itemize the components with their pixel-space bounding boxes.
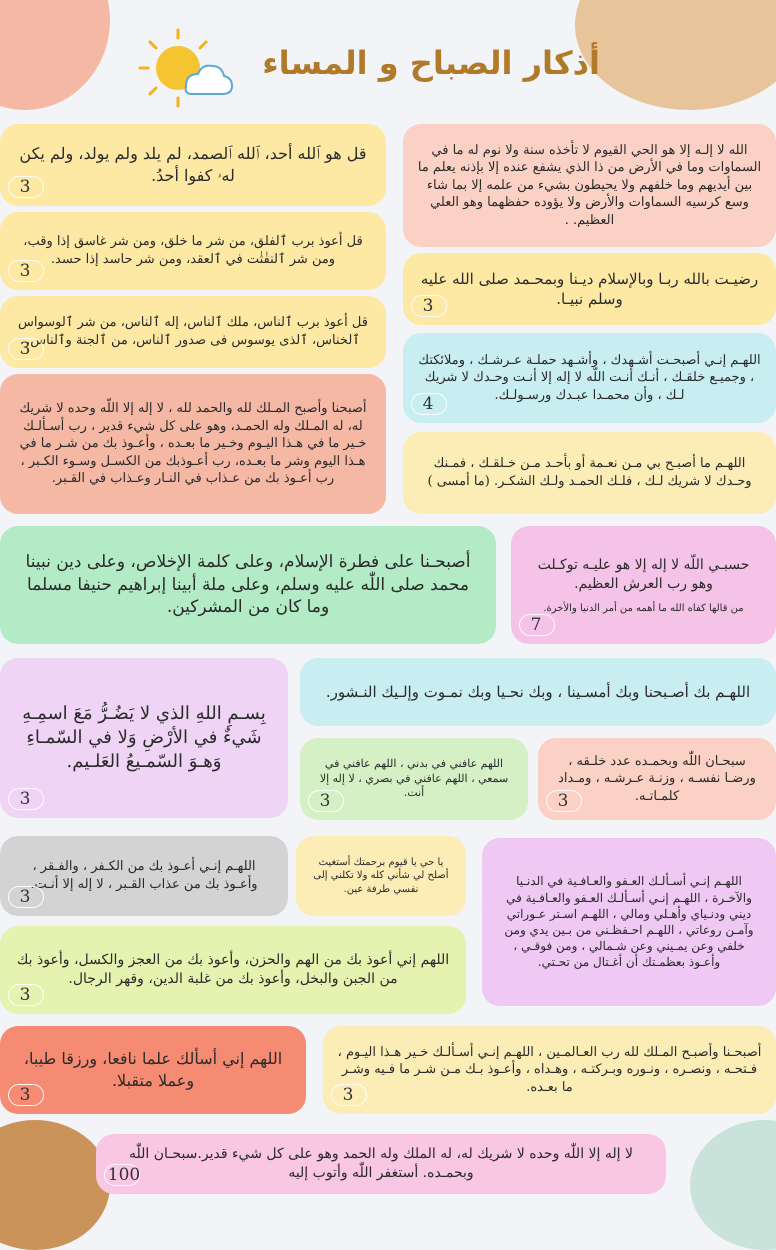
- ma-asbaha-card: [403, 432, 776, 514]
- repeat-count-badge: 3: [411, 293, 445, 317]
- repeat-count-badge: 7: [519, 612, 553, 636]
- card-text: اللهم إني أعوذ بك من الهم والحزن، وأعوذ بك من العجز والكسل، وأعوذ بك من الجبن والبخل، وأعوذ بك من غلبة الدين، وقهر الرجال.: [16, 952, 450, 987]
- tahlil-card: [96, 1134, 666, 1194]
- card-text: لا إله إلا اللّٰه وحده لا شريك له، له الملك وله الحمد وهو على كل شيء قدير.سبحـان اللّٰه وبحمـده. أستغفر اللّٰه وأتوب إليه: [129, 1146, 633, 1181]
- card-text: يا حي يا قيوم برحمتك أستغيث أصلح لي شأني كله ولا تكلني إلى نفسي طرفة عين.: [313, 856, 449, 895]
- ayat-al-kursi-card: [403, 124, 776, 247]
- repeat-count-badge: 3: [8, 884, 42, 908]
- card-text: رضيـت بالله ربـا وبالإسلام ديـنا وبمحـمد صلى الله عليه وسلم نبيـا.: [420, 269, 759, 308]
- asbahna-card: [0, 374, 386, 514]
- card-text: اللهـم إنـي أسـألـك العـفو والعـافـية في الدنـيا والآخـرة ، اللهـم إنـي أسـألـك العـفو والعـافـية في ديني ودنـياي وأهـلي ومالي ، اللهـم اسـتر عـوراتي وآمـن روعاتي ، اللهـم احـفظـني من بـين يدي ومن خلفي وعن يمـيني وعن شـمالي ، ومن فوقـي ، وأعـوذ بعظمـتك أن أغـتال من تحـتي.: [504, 874, 754, 970]
- bismillah-card: [0, 658, 288, 818]
- decor-blob-top-left: [0, 0, 110, 110]
- subhan-allah-card: [538, 738, 776, 820]
- repeat-count-badge: 3: [331, 1082, 365, 1106]
- repeat-count-badge: 3: [308, 788, 342, 812]
- decor-blob-bottom-left: [0, 1120, 110, 1250]
- repeat-count-badge: 4: [411, 391, 445, 415]
- repeat-count-badge: 3: [8, 174, 42, 198]
- raditu-card: [403, 253, 776, 325]
- card-text: سبحـان اللّٰه وبحمـده عدد خلـقه ، ورضـا نفسـه ، وزنـة عـرشـه ، ومـداد كلمـاتـه.: [558, 753, 756, 804]
- al-falaq-card: [0, 212, 386, 290]
- hasbiya-allah-card: [511, 526, 776, 644]
- card-text: اللهـم إنـي أصبحـت أشـهدك ، وأشـهد حملـة عـرشـك ، وملائكتك ، وجميـع خلقـك ، أنـك أنـت اللّه لا إله إلا أنـت وحـدك لا شريك لـك ، وأن محمـدا عبـدك ورسـولـك.: [418, 352, 761, 403]
- al-ikhlas-card: [0, 124, 386, 206]
- bika-asbahna-card: [300, 658, 776, 726]
- ya-hayy-card: [296, 836, 466, 916]
- card-text: اللهـم بك أصـبحنا وبك أمسـينا ، وبك نحـيا وبك نمـوت وإلـيك النـشور.: [325, 682, 751, 701]
- afw-afiya-card: [482, 838, 776, 1006]
- sun-cloud-icon: [138, 28, 234, 108]
- card-text: قل أعوذ برب ٱلفلق، من شر ما خلق، ومن شر غاسق إذا وقب، ومن شر ٱلنفٰثٰت في ٱلعقد، ومن شر حاسد إذا حسد.: [23, 234, 363, 267]
- ilman-nafia-card: [0, 1026, 306, 1114]
- kufr-faqr-card: [0, 836, 288, 916]
- card-note: من قالها كفاه الله ما أهمه من أمر الدنيا والأخرة.: [543, 603, 744, 615]
- card-text: قل أعوذ برب ٱلناس، ملك ٱلناس، إله ٱلناس، من شر ٱلوسواس ٱلخناس، ٱلذى يوسوس فى صدور ٱلناس، من ٱلجنة وٱلناس.: [18, 315, 368, 348]
- card-text: أصبحنا وأصبح المـلك لله والحمد لله ، لا إله إلا اللّه وحده لا شريك له، له المـلك وله الحمـد، وهو على كل شيء قدير ، رب أسـألـك خـير ما في هـذا اليـوم وخـير ما بعـده ، وأعـوذ بك من شـر ما في هـذا اليوم وشر ما بعـده، رب أعـوذبك من الكسـل وسـوء الكـبر ، رب أعـوذ بك من عـذاب في النـار وعـذاب في القـبر.: [19, 401, 367, 487]
- repeat-count-badge: 100: [104, 1162, 144, 1186]
- card-text: اللهم إني أسألك علما نافعا، ورزقا طيبا، وعملا متقبلا.: [23, 1049, 283, 1090]
- card-text: أصبحـنا وأصبـح المـلك لله رب العـالمـين ، اللهـم إنـي أسـألـك خـير هـذا اليـوم ، فـتحـه ، ونصـره ، ونـوره وبـركتـه ، وهـداه ، وأعـوذ بـك مـن شـر ما فـيه وشـر ما بعـده.: [337, 1044, 762, 1095]
- ashhaduka-card: [403, 333, 776, 423]
- asbahna-rabb-card: [323, 1026, 776, 1114]
- card-text: اللهـم إنـي أعـوذ بك من الكـفر ، والفـقر ، وأعـوذ بك من عذاب القـبر ، لا إله إلا أنـت.: [30, 859, 258, 892]
- repeat-count-badge: 3: [8, 336, 42, 360]
- repeat-count-badge: 3: [8, 1082, 42, 1106]
- hamm-hazan-card: [0, 926, 466, 1014]
- page-title: أذكار الصباح و المساء: [262, 44, 600, 82]
- afini-card: [300, 738, 528, 820]
- card-text: الله لا إلـه إلا هو الحي القيوم لا تأخذه سنة ولا نوم له ما في السماوات وما في الأرض من ذا الذي يشفع عنده إلا بإذنه يعلم ما بين أيديهم وما خلفهم ولا يحيطون بشيء من علمه إلا بما شاء وسع كرسيه السماوات والأرض ولا يؤوده حفظهما وهو العلي العظيم. .: [417, 142, 762, 228]
- card-text: حسبـي اللّه لا إله إلا هو عليـه توكـلت وهو رب العرش العظيم.: [537, 556, 750, 592]
- repeat-count-badge: 3: [8, 258, 42, 282]
- fitrat-al-islam-card: [0, 526, 496, 644]
- repeat-count-badge: 3: [8, 982, 42, 1006]
- decor-blob-top-right: [575, 0, 776, 110]
- an-nas-card: [0, 296, 386, 368]
- card-text: قل هو ٱلله أحد، ٱلله ٱلصمد، لم يلد ولم يولد، ولم يكن لهۥ كفوا أحدُ.: [19, 144, 367, 185]
- decor-blob-bottom-right: [690, 1120, 776, 1250]
- card-text: بِسـمِ اللهِ الذي لا يَضُـرُّ مَعَ اسمِـهِ شَيءٌ في الأرْضِ وَلا في السّمـاءِ وَهـوَ السّمـيعُ العَلـيم.: [22, 702, 266, 773]
- repeat-count-badge: 3: [546, 788, 580, 812]
- repeat-count-badge: 3: [8, 786, 42, 810]
- card-text: اللهـم ما أصبـح بي مـن نعـمة أو بأحـد مـن خـلقـك ، فمـنك وحـدك لا شريك لـك ، فلـك الحمـد ولـك الشكـر. (ما أمسى ): [427, 456, 752, 489]
- card-text: أصبحـنا على فطرة الإسلام، وعلى كلمة الإخلاص، وعلى دين نبينا محمد صلى اللّٰه عليه وسلم، وعلى ملة أبينا إبراهيم حنيفا مسلما وما كان من المشركين.: [25, 551, 471, 618]
- card-text: اللهم عافني في بدني ، اللهم عافني في سمعي ، اللهم عافني في بصري ، لا إله إلا أنت.: [319, 756, 509, 800]
